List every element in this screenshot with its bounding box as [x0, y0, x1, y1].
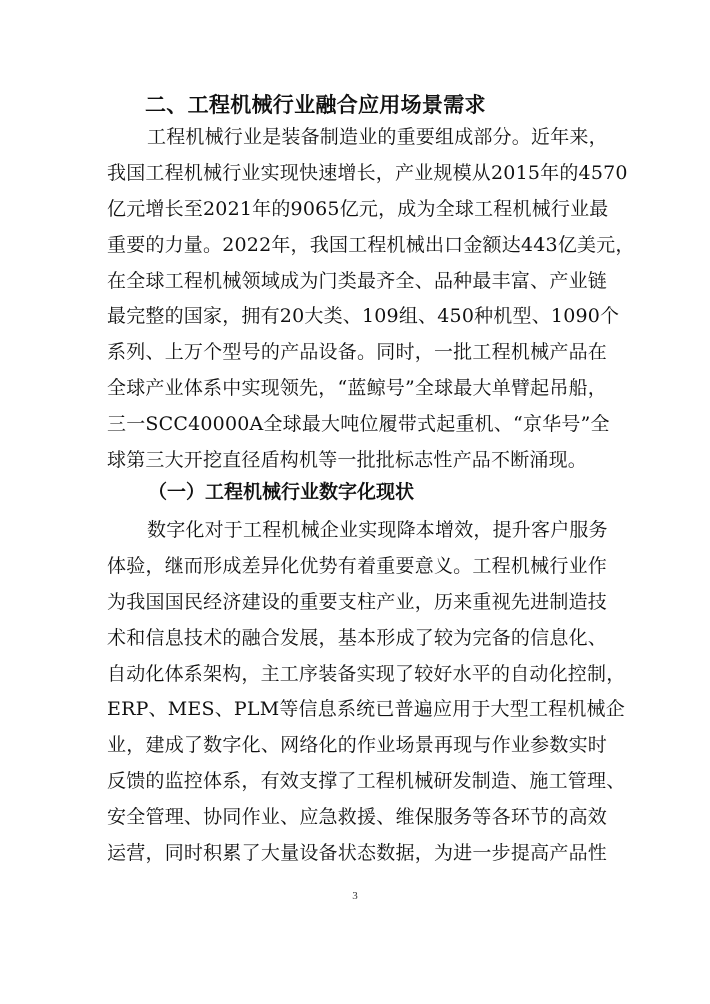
paragraph-line: 安全管理、协同作业、应急救援、维保服务等各环节的高效 [107, 806, 607, 829]
paragraph-industry-overview [107, 120, 635, 479]
paragraph-line: 三一SCC40000A全球最大吨位履带式起重机、“京华号”全 [107, 413, 610, 436]
paragraph-line: 反馈的监控体系，有效支撑了工程机械研发制造、施工管理、 [107, 770, 626, 793]
paragraph-line: 体验，继而形成差异化优势有着重要意义。工程机械行业作 [107, 554, 607, 577]
paragraph-line: 全球产业体系中实现领先，“蓝鲸号”全球最大单臂起吊船， [107, 377, 607, 400]
paragraph-line: 业，建成了数字化、网络化的作业场景再现与作业参数实时 [107, 734, 607, 757]
section-heading: 二、工程机械行业融合应用场景需求 [145, 93, 486, 117]
paragraph-line: 球第三大开挖直径盾构机等一批批标志性产品不断涌现。 [107, 449, 588, 472]
paragraph-line: 亿元增长至2021年的9065亿元，成为全球工程机械行业最 [107, 197, 609, 220]
paragraph-line: 工程机械行业是装备制造业的重要组成部分。近年来， [147, 126, 608, 148]
paragraph-line: 数字化对于工程机械企业实现降本增效，提升客户服务 [147, 519, 608, 541]
page-number: 3 [352, 890, 358, 902]
paragraph-line: 为我国国民经济建设的重要支柱产业，历来重视先进制造技 [107, 590, 607, 613]
subsection-heading: （一）工程机械行业数字化现状 [148, 481, 415, 503]
paragraph-line: 我国工程机械行业实现快速增长，产业规模从2015年的4570 [107, 161, 628, 184]
paragraph-line: 在全球工程机械领域成为门类最齐全、品种最丰富、产业链 [107, 269, 607, 292]
paragraph-line: 系列、上万个型号的产品设备。同时，一批工程机械产品在 [107, 341, 607, 364]
paragraph-line: 术和信息技术的融合发展，基本形成了较为完备的信息化、 [107, 626, 607, 649]
paragraph-line: 运营，同时积累了大量设备状态数据，为进一步提高产品性 [107, 842, 607, 865]
paragraph-line: ERP、MES、PLM等信息系统已普遍应用于大型工程机械企 [107, 698, 625, 721]
paragraph-line: 重要的力量。2022年，我国工程机械出口金额达443亿美元， [107, 233, 635, 256]
paragraph-line: 最完整的国家，拥有20大类、109组、450种机型、1090个 [107, 305, 620, 328]
paragraph-digital-status [107, 513, 626, 872]
paragraph-line: 自动化体系架构，主工序装备实现了较好水平的自动化控制， [107, 662, 626, 685]
